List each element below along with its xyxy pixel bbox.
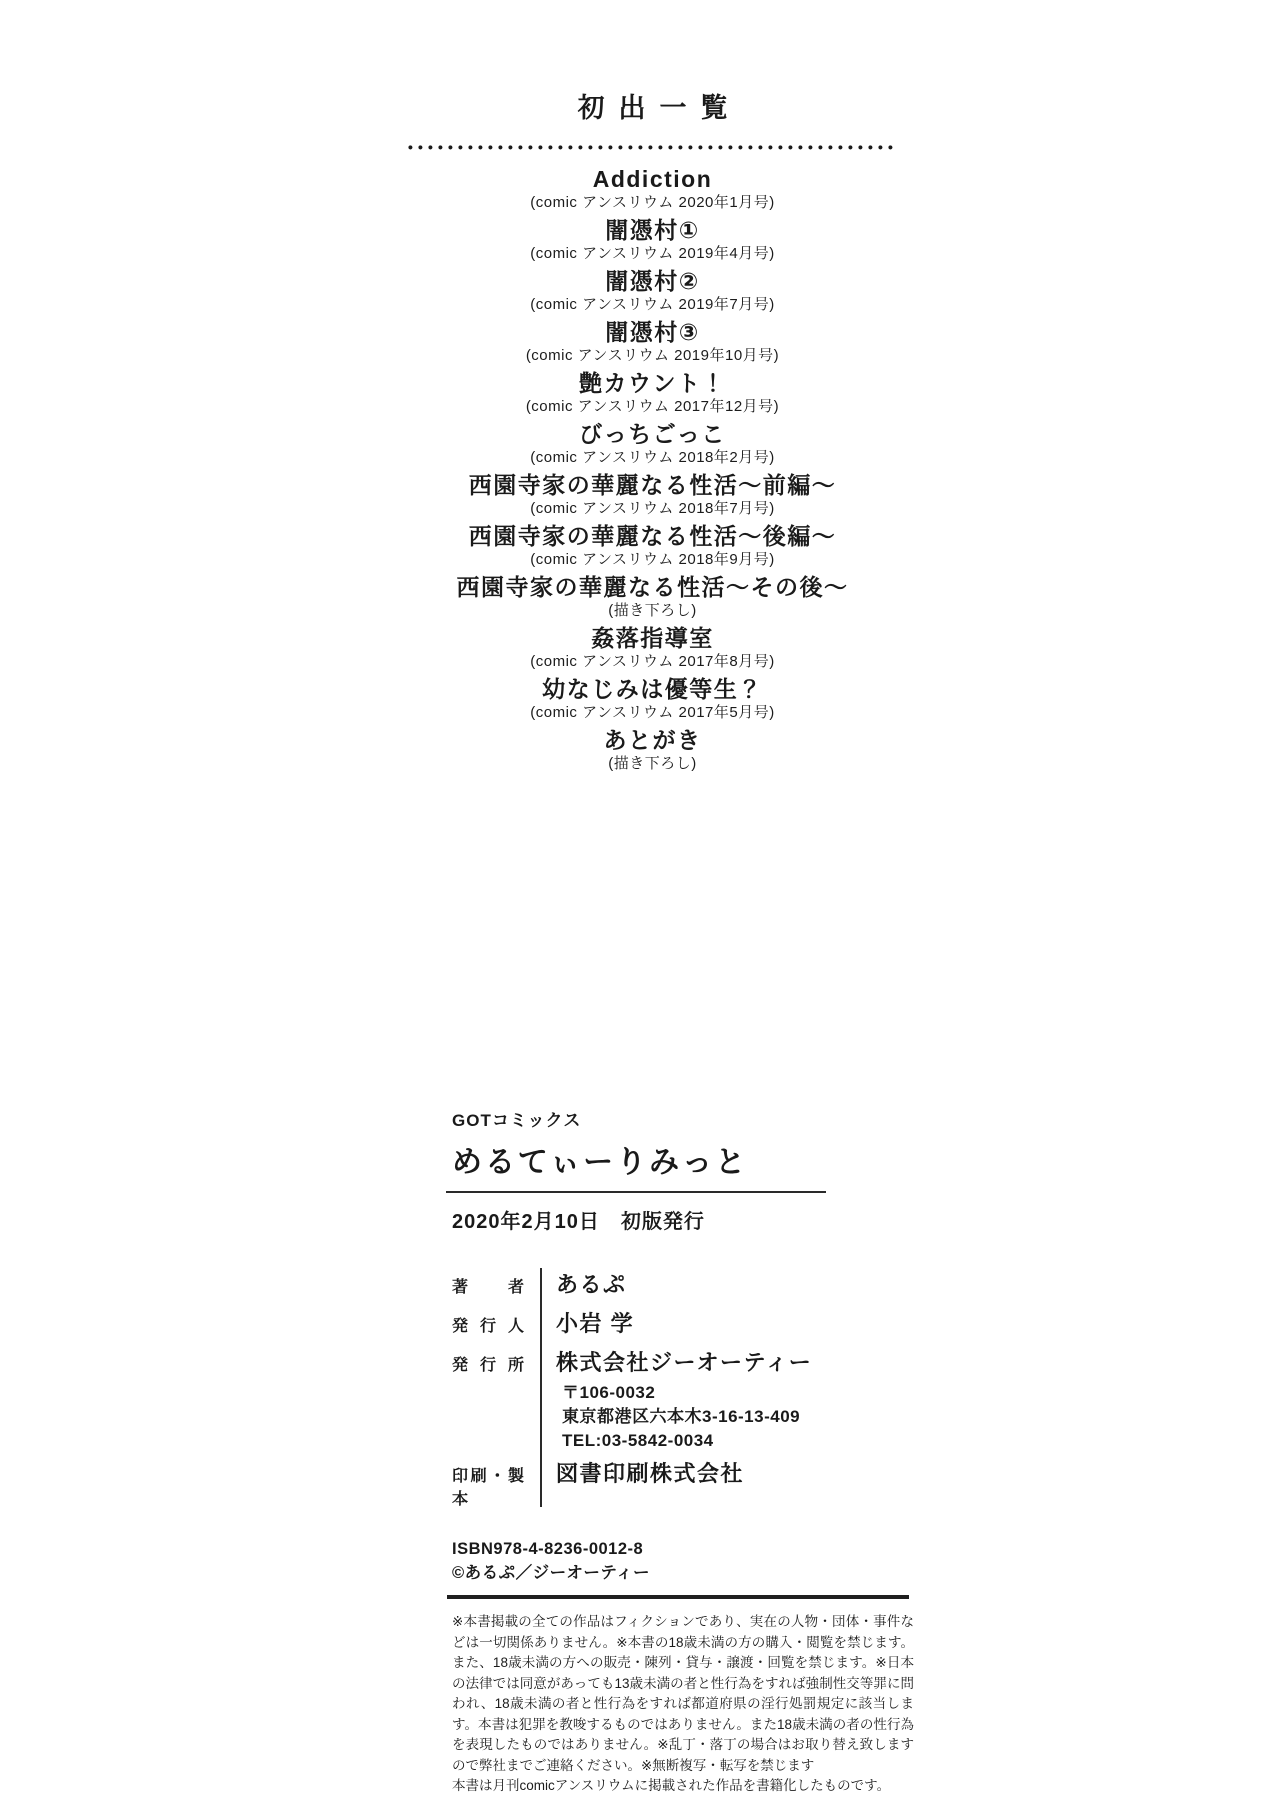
work-source: (comic アンスリウム 2018年9月号): [530, 551, 775, 568]
work-source: (comic アンスリウム 2017年8月号): [530, 653, 775, 670]
publication-entry: [330, 370, 975, 417]
work-title: 西園寺家の華麗なる性活～前編～: [468, 472, 837, 498]
work-source: (描き下ろし): [608, 602, 697, 619]
book-title: めるてぃーりみっと: [452, 1146, 749, 1179]
copyright-line: ©あるぷ／ジーオーティー: [452, 1564, 651, 1582]
work-source: (comic アンスリウム 2018年7月号): [530, 500, 775, 517]
work-title: 闇憑村①: [605, 217, 700, 243]
work-source: (comic アンスリウム 2017年12月号): [525, 398, 780, 415]
credit-row-author: [452, 1264, 930, 1303]
dotted-divider: [408, 145, 898, 150]
work-title: 西園寺家の華麗なる性活～その後～: [456, 574, 849, 600]
publication-entry: [330, 472, 975, 519]
work-source: (描き下ろし): [608, 755, 697, 772]
colophon: [452, 1106, 930, 1797]
credit-label: 発行所: [452, 1357, 524, 1374]
work-title: 姦落指導室: [591, 625, 714, 651]
legal-disclaimer: ※本書掲載の全ての作品はフィクションであり、実在の人物・団体・事件などは一切関係ありません。※本書の18歳未満の方の購入・閲覧を禁じます。また、18歳未満の方への販売・陳列・貸与・譲渡・回覧を禁じます。※日本の法律では同意があっても13歳未満の者と性行為をすれば強制性交等罪に問われ、18歳未満の者と性行為をすれば都道府県の淫行処罰規定に該当します。本書は犯罪を教唆するものではありません。また18歳未満の者の性行為を表現したものではありません。※乱丁・落丁の場合はお取り替え致しますので弊社までご連絡ください。※無断複写・転写を禁じます: [452, 1614, 914, 1773]
publication-entry: [330, 217, 975, 264]
publication-credits-table: [452, 1264, 930, 1513]
publication-entry: [330, 319, 975, 366]
work-source: (comic アンスリウム 2019年4月号): [530, 245, 775, 262]
work-source: (comic アンスリウム 2019年10月号): [525, 347, 780, 364]
isbn: ISBN978-4-8236-0012-8: [452, 1540, 644, 1558]
credit-row-publisher: [452, 1342, 930, 1381]
isbn-block: [452, 1537, 930, 1585]
first-publication-list: [330, 86, 975, 778]
serialization-note: 本書は月刊comicアンスリウムに掲載された作品を書籍化したものです。: [452, 1778, 891, 1793]
work-source: (comic アンスリウム 2017年5月号): [530, 704, 775, 721]
publisher-phone: TEL:03-5842-0034: [562, 1431, 714, 1450]
work-title: 闇憑村③: [605, 319, 700, 345]
publication-entry: [330, 166, 975, 213]
publication-entry: [330, 268, 975, 315]
credit-row-publisher-person: [452, 1303, 930, 1342]
publication-entry: [330, 421, 975, 468]
credit-value: 小岩 学: [556, 1311, 635, 1336]
imprint-label: GOTコミックス: [452, 1111, 582, 1130]
work-source: (comic アンスリウム 2018年2月号): [530, 449, 775, 466]
credit-label: 著者: [452, 1279, 524, 1296]
work-title: あとがき: [603, 727, 702, 753]
work-title: Addiction: [592, 166, 713, 192]
publication-entry: [330, 574, 975, 621]
publisher-postal-code: 〒106-0032: [562, 1383, 656, 1402]
work-title: 西園寺家の華麗なる性活～後編～: [468, 523, 837, 549]
credit-label: 印刷・製本: [452, 1468, 524, 1508]
credit-value: 株式会社ジーオーティー: [556, 1350, 813, 1375]
publication-entry: [330, 523, 975, 570]
legal-divider: [447, 1595, 909, 1599]
work-title: びっちごっこ: [579, 421, 726, 447]
credit-value: 図書印刷株式会社: [556, 1461, 745, 1486]
publication-entry: [330, 727, 975, 774]
credit-value: あるぷ: [556, 1272, 627, 1297]
section-heading: 初出一覧: [577, 93, 742, 123]
publication-entry: [330, 676, 975, 723]
work-title: 闇憑村②: [605, 268, 700, 294]
credit-label: 発行人: [452, 1318, 524, 1335]
publication-entry: [330, 625, 975, 672]
work-source: (comic アンスリウム 2019年7月号): [530, 296, 775, 313]
title-divider: [446, 1191, 826, 1193]
publisher-address: 東京都港区六本木3-16-13-409: [562, 1407, 801, 1426]
work-source: (comic アンスリウム 2020年1月号): [530, 194, 775, 211]
edition-date: 2020年2月10日 初版発行: [452, 1211, 705, 1233]
work-title: 艶カウント！: [579, 370, 726, 396]
credit-row-printer: [452, 1453, 930, 1513]
work-title: 幼なじみは優等生？: [542, 676, 763, 702]
